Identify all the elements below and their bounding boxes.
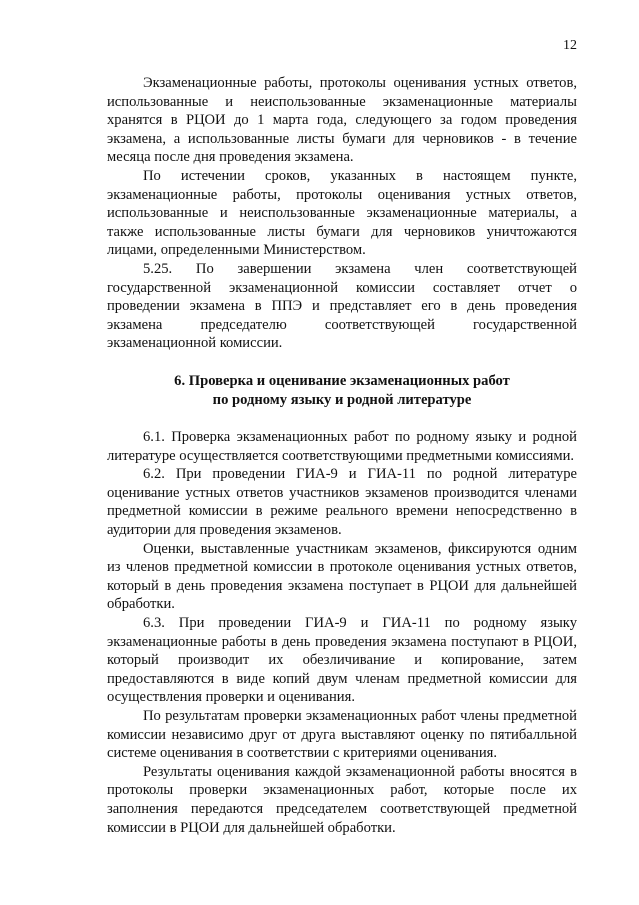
page-number: 12 (563, 38, 577, 53)
section-heading (107, 372, 577, 409)
paragraph-destruction: По истечении сроков, указанных в настоящем пункте, экзаменационные работы, протоколы оценивания устных ответов, использованные и неиспользованные экзаменационные материалы, а также использованные листы бумаги для черновиков уничтожаются лицами, определенными Министерством. (107, 167, 577, 259)
document-body (107, 74, 577, 837)
paragraph-check-results: По результатам проверки экзаменационных работ члены предметной комиссии независимо друг от друга выставляют оценку по пятибалльной системе оценивания в соответствии с критериями оценивания. (107, 708, 577, 762)
section-title-line-2: по родному языку и родной литературе (212, 391, 472, 408)
paragraph-5-25: 5.25. По завершении экзамена член соответствующей государственной экзаменационной комиссии составляет отчет о проведении экзамена в ППЭ и представляет его в день проведения экзамена председателю соответствующей государственной экзаменационной комиссии. (107, 260, 577, 352)
paragraph-storage-terms: Экзаменационные работы, протоколы оценивания устных ответов, использованные и неиспользованные экзаменационные материалы хранятся в РЦОИ до 1 марта года, следующего за годом проведения экзамена, а использованные листы бумаги для черновиков - в течение месяца после дня проведения экзамена. (107, 75, 577, 166)
section-title-line-1: 6. Проверка и оценивание экзаменационных работ (174, 372, 510, 389)
paragraph-6-2: 6.2. При проведении ГИА-9 и ГИА-11 по родной литературе оценивание устных ответов участников экзаменов производится членами предметной комиссии в режиме реального времени непосредственно в аудитории для проведения экзаменов. (107, 466, 577, 539)
paragraph-6-3: 6.3. При проведении ГИА-9 и ГИА-11 по родному языку экзаменационные работы в день проведения экзамена поступают в РЦОИ, который производит их обезличивание и копирование, затем предоставляются в виде копий двум членам предметной комиссии для осуществления проверки и оценивания. (107, 615, 577, 706)
paragraph-grades: Оценки, выставленные участникам экзаменов, фиксируются одним из членов предметной комиссии в протоколе оценивания устных ответов, который в день проведения экзамена поступает в РЦОИ для дальнейшей обработки. (107, 540, 577, 613)
paragraph-protocols: Результаты оценивания каждой экзаменационной работы вносятся в протоколы проверки экзаменационных работ, которые после их заполнения передаются председателем соответствующей предметной комиссии в РЦОИ для дальнейшей обработки. (107, 763, 577, 836)
paragraph-6-1: 6.1. Проверка экзаменационных работ по родному языку и родной литературе осуществляется соответствующими предметными комиссиями. (107, 429, 577, 464)
